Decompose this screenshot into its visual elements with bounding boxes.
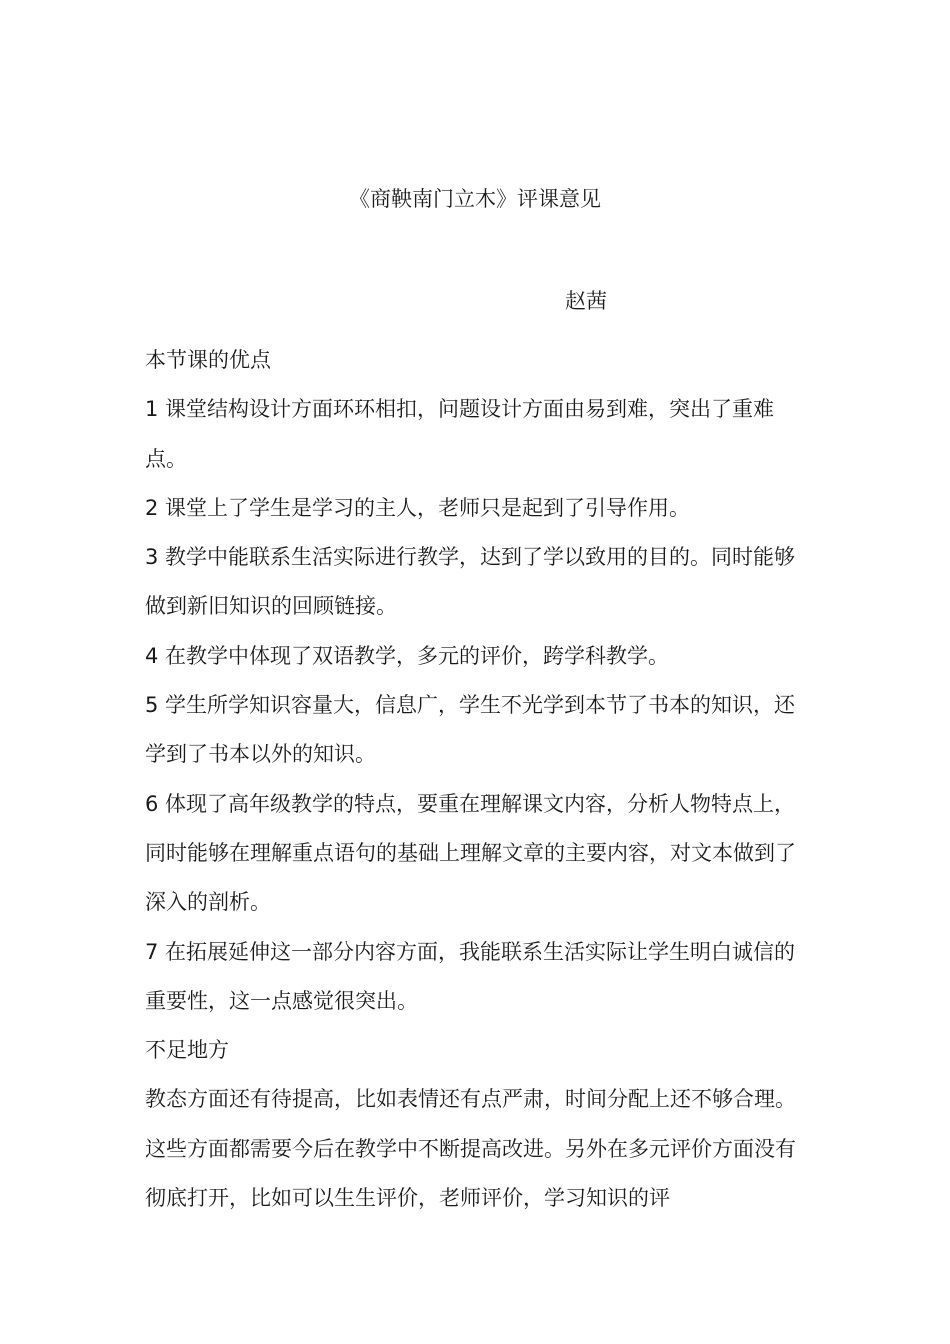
document-body — [145, 336, 805, 1223]
point-7: 7 在拓展延伸这一部分内容方面，我能联系生活实际让学生明白诚信的重要性，这一点感觉很突出。 — [145, 939, 796, 1013]
point-4: 4 在教学中体现了双语教学，多元的评价，跨学科教学。 — [145, 643, 670, 668]
weakness-paragraph: 教态方面还有待提高，比如表情还有点严肃，时间分配上还不够合理。这些方面都需要今后在教学中不断提高改进。另外在多元评价方面没有彻底打开，比如可以生生评价，老师评价，学习知识的评 — [145, 1087, 796, 1211]
document-title: 《商鞅南门立木》评课意见 — [349, 187, 601, 211]
point-3: 3 教学中能联系生活实际进行教学，达到了学以致用的目的。同时能够做到新旧知识的回顾链接。 — [145, 545, 796, 619]
weakness-heading: 不足地方 — [145, 1038, 229, 1063]
point-6: 6 体现了高年级教学的特点，要重在理解课文内容，分析人物特点上，同时能够在理解重点语句的基础上理解文章的主要内容，对文本做到了深入的剖析。 — [145, 791, 796, 915]
strengths-heading: 本节课的优点 — [145, 348, 271, 372]
point-2: 2 课堂上了学生是学习的主人，老师只是起到了引导作用。 — [145, 495, 691, 520]
author-name: 赵茜 — [565, 289, 607, 313]
point-5: 5 学生所学知识容量大，信息广，学生不光学到本节了书本的知识，还学到了书本以外的知识。 — [145, 693, 796, 767]
point-1: 1 课堂结构设计方面环环相扣，问题设计方面由易到难，突出了重难点。 — [145, 397, 775, 471]
